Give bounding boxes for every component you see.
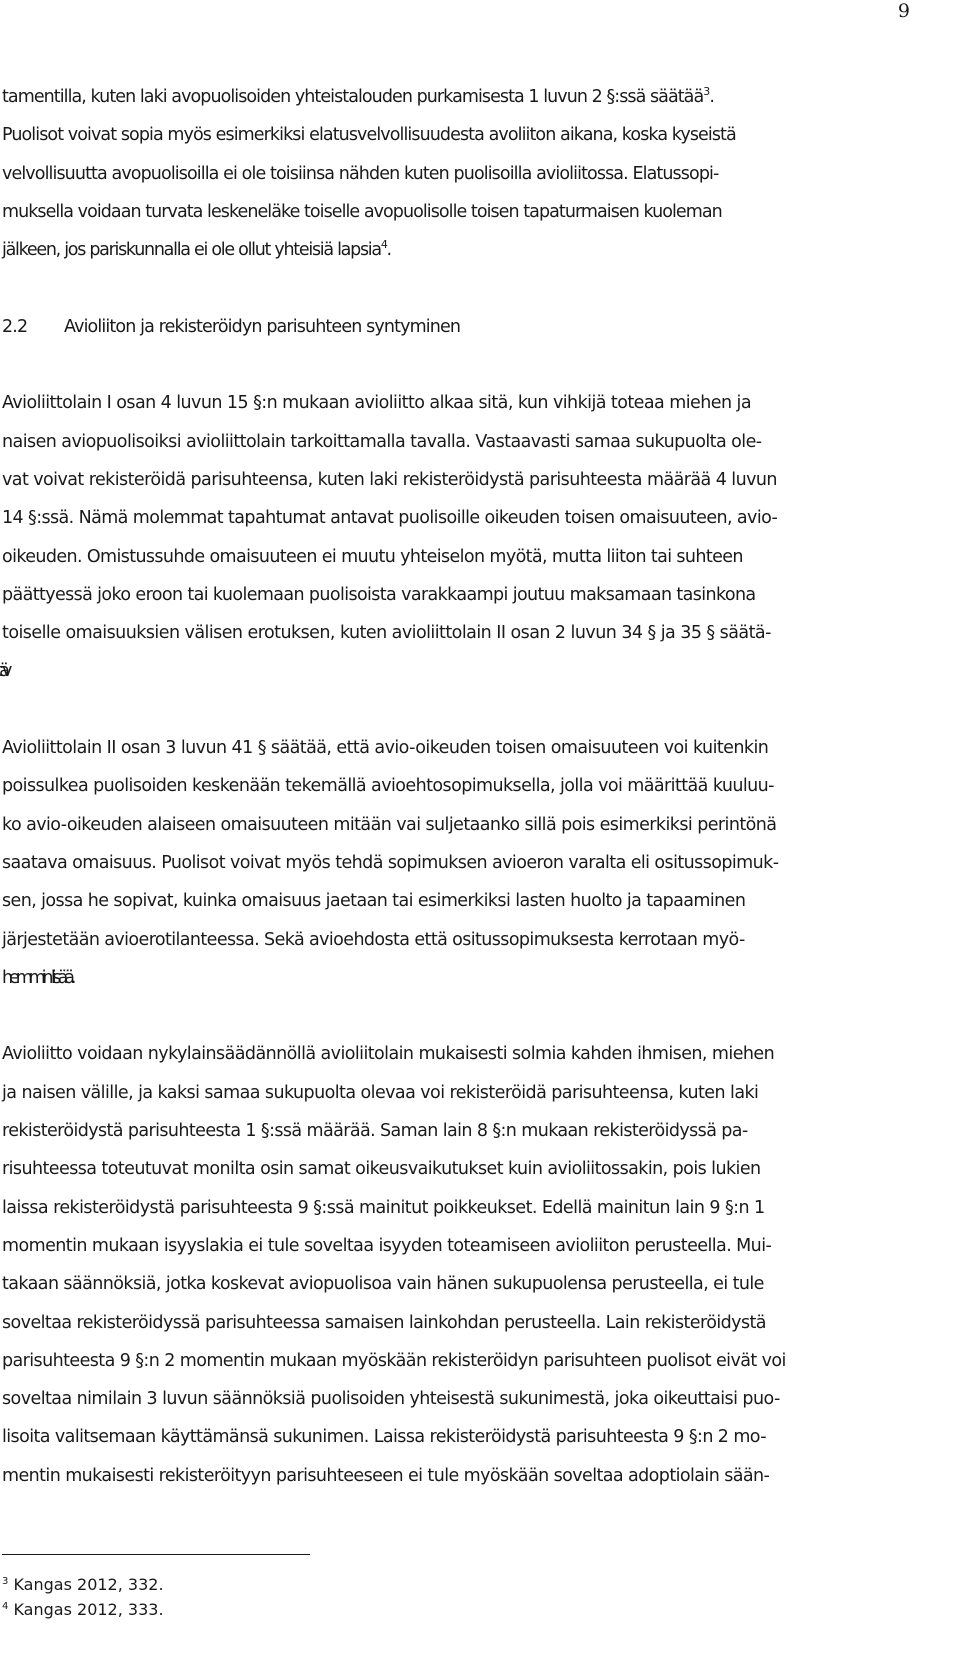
text-line: jälkeen, jos pariskunnalla ei ole ollut yhteisiä lapsia$^4$. bbox=[2, 238, 391, 261]
text-line: ko avio-oikeuden alaiseen omaisuuteen mitään vai suljetaanko sillä pois esimerkiksi perintönä bbox=[2, 814, 777, 835]
text-line: rekisteröidystä parisuhteesta 1 §:ssä määrää. Saman lain 8 §:n mukaan rekisteröidyssä pa- bbox=[2, 1121, 748, 1142]
text-line: naisen aviopuolisoiksi avioliittolain tarkoittamalla tavalla. Vastaavasti samaa sukupuolta ole- bbox=[2, 431, 762, 452]
text-line: Avioliittolain I osan 4 luvun 15 §:n mukaan avioliitto alkaa sitä, kun vihkijä toteaa miehen ja bbox=[2, 393, 751, 414]
footnote-separator bbox=[2, 1554, 310, 1555]
text-line: päättyessä joko eroon tai kuolemaan puolisoista varakkaampi joutuu maksamaan tasinkona bbox=[2, 584, 756, 605]
footnotes bbox=[2, 1572, 164, 1622]
text-line: takaan säännöksiä, jotka koskevat aviopuolisoa vain hänen sukupuolensa perusteella, ei tule bbox=[2, 1274, 764, 1295]
text-line: momentin mukaan isyyslakia ei tule soveltaa isyyden toteamiseen avioliiton perusteella. Mui- bbox=[2, 1235, 772, 1256]
text-line: muksella voidaan turvata leskeneläke toiselle avopuolisolle toisen tapaturmaisen kuoleman bbox=[2, 201, 722, 222]
text-line: tamentilla, kuten laki avopuolisoiden yhteistalouden purkamisesta 1 luvun 2 §:ssä säätää$^3$. bbox=[2, 85, 714, 107]
text-line: soveltaa nimilain 3 luvun säännöksiä puolisoiden yhteisestä sukunimestä, joka oikeuttaisi puo- bbox=[2, 1389, 780, 1410]
text-line: oikeuden. Omistussuhde omaisuuteen ei muutu yhteiselon myötä, mutta liiton tai suhteen bbox=[2, 546, 743, 567]
text-line: Avioliittolain II osan 3 luvun 41 § säätää, että avio-oikeuden toisen omaisuuteen voi kuitenkin bbox=[2, 738, 769, 759]
page-number: 9 bbox=[897, 0, 910, 22]
text-line: 14 §:ssä. Nämä molemmat tapahtumat antavat puolisoille oikeuden toisen omaisuuteen, avio- bbox=[2, 508, 778, 529]
text-line: velvollisuutta avopuolisoilla ei ole toisiinsa nähden kuten puolisoilla avioliitossa. Elatussopi- bbox=[2, 163, 719, 184]
text-line: Puolisot voivat sopia myös esimerkiksi elatusvelvollisuudesta avoliiton aikana, koska kyseistä bbox=[2, 125, 736, 146]
text-line: ja naisen välille, ja kaksi samaa sukupuolta olevaa voi rekisteröidä parisuhteensa, kuten laki bbox=[2, 1082, 759, 1103]
footnote-marker: 4 bbox=[380, 238, 387, 252]
text-line: saatava omaisuus. Puolisot voivat myös tehdä sopimuksen avioeron varalta eli ositussopimuk- bbox=[2, 852, 779, 873]
text-line: toiselle omaisuuksien välisen erotuksen, kuten avioliittolain II osan 2 luvun 34 § ja 35 § säätä- bbox=[2, 623, 771, 644]
text-line: parisuhteesta 9 §:n 2 momentin mukaan myöskään rekisteröidyn parisuhteen puolisot eivät voi bbox=[2, 1350, 786, 1371]
footnote: $^4$ Kangas 2012, 333. bbox=[2, 1600, 164, 1619]
text-line: sen, jossa he sopivat, kuinka omaisuus jaetaan tai esimerkiksi lasten huolto ja tapaaminen bbox=[2, 891, 746, 912]
text-line: hemmin lisää. bbox=[2, 967, 73, 988]
text-line: soveltaa rekisteröidyssä parisuhteessa samaisen lainkohdan perusteella. Lain rekisteröidystä bbox=[2, 1312, 766, 1333]
section-number: 2.2 bbox=[2, 316, 28, 337]
text-line: laissa rekisteröidystä parisuhteesta 9 §:ssä mainitut poikkeukset. Edellä mainitun lain 9 §:n 1 bbox=[2, 1197, 765, 1218]
text-line: Avioliitto voidaan nykylainsäädännöllä avioliitolain mukaisesti solmia kahden ihmisen, miehen bbox=[2, 1044, 775, 1065]
text-line: mentin mukaisesti rekisteröityyn parisuhteeseen ei tule myöskään soveltaa adoptiolain sään- bbox=[2, 1465, 770, 1486]
text-line: risuhteessa toteutuvat monilta osin samat oikeusvaikutukset kuin avioliitossakin, pois lukien bbox=[2, 1159, 761, 1180]
section-heading bbox=[2, 308, 960, 346]
footnote-marker: 3 bbox=[703, 85, 710, 98]
text-line: järjestetään avioerotilanteessa. Sekä avioehdosta että ositussopimuksesta kerrotaan myö- bbox=[2, 929, 745, 950]
text-line: poissulkea puolisoiden keskenään tekemällä avioehtosopimuksella, jolla voi määrittää kuuluu- bbox=[2, 776, 774, 797]
text-line bbox=[2, 652, 960, 690]
text-line: vat voivat rekisteröidä parisuhteensa, kuten laki rekisteröidystä parisuhteesta määrää 4 luvun bbox=[2, 469, 777, 490]
section-title: Avioliiton ja rekisteröidyn parisuhteen syntyminen bbox=[64, 316, 461, 337]
document-body bbox=[0, 78, 960, 1495]
text-line: lisoita valitsemaan käyttämänsä sukunimen. Laissa rekisteröidystä parisuhteesta 9 §:n 2 mo- bbox=[2, 1427, 766, 1448]
footnote: $^3$ Kangas 2012, 332. bbox=[2, 1575, 164, 1594]
